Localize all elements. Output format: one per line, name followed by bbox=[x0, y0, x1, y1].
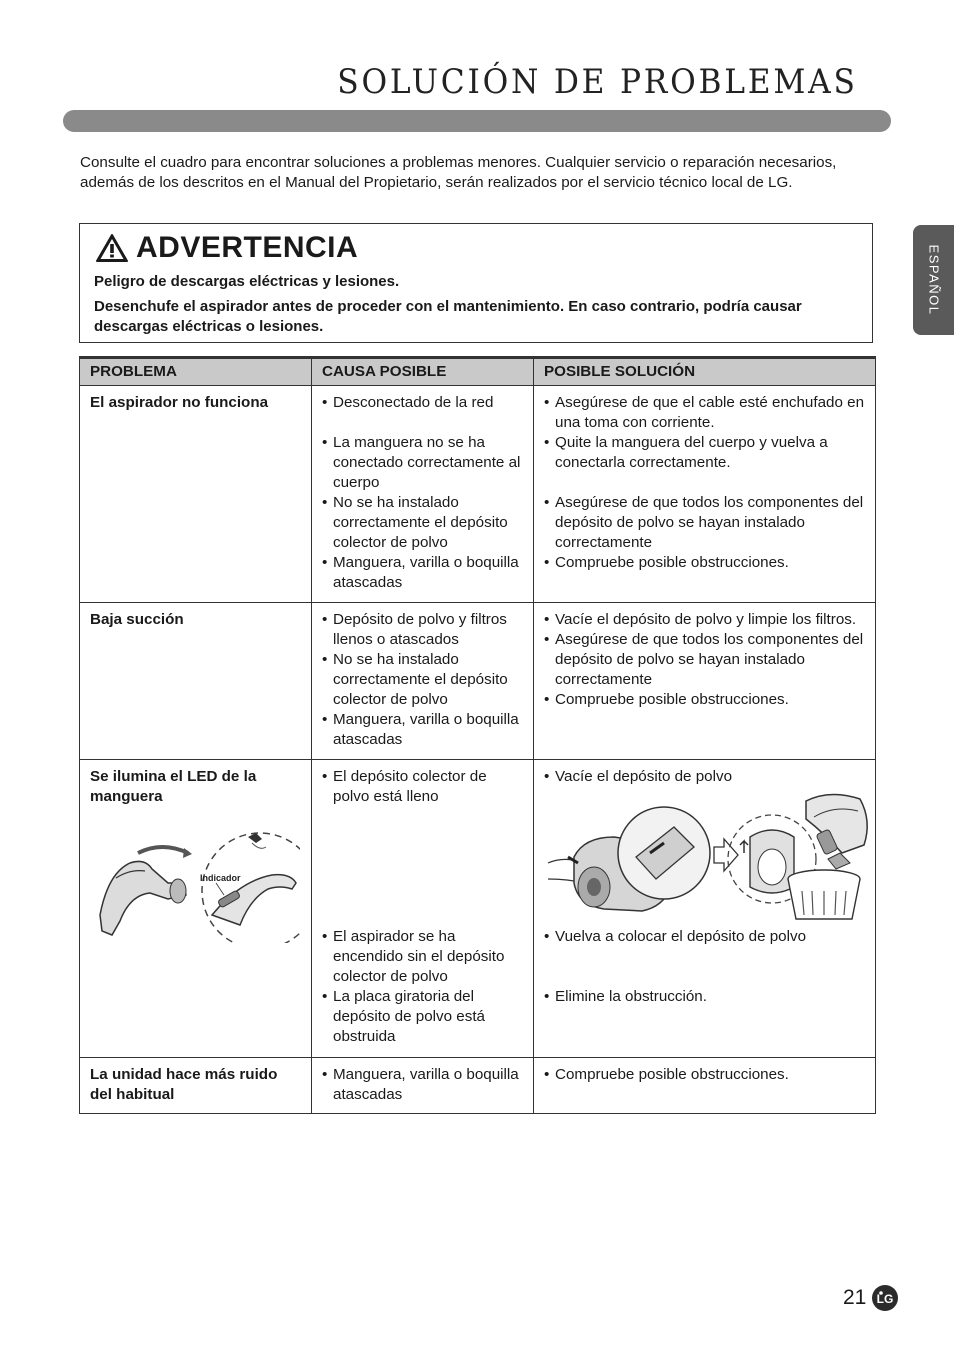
table-row bbox=[80, 603, 876, 760]
cause-cell bbox=[312, 1058, 534, 1114]
table-row bbox=[80, 1058, 876, 1114]
page-footer bbox=[843, 1284, 899, 1312]
solution-cell bbox=[534, 1058, 876, 1114]
solution-item: • Asegúrese de que el cable esté enchufado en una toma con corriente. bbox=[544, 393, 865, 433]
solution-item: • Vuelva a colocar el depósito de polvo bbox=[544, 927, 865, 947]
cause-item: • La manguera no se ha conectado correctamente al cuerpo bbox=[322, 433, 523, 493]
intro-text: Consulte el cuadro para encontrar soluciones a problemas menores. Cualquier servicio o reparación necesarios, además de los descritos en el Manual del Propietario, serán realizados por el servicio técnico local de LG. bbox=[80, 154, 837, 191]
indicator-label: Indicador bbox=[200, 873, 241, 883]
empty-dust-bin-illustration bbox=[544, 787, 865, 927]
warning-line: Desenchufe el aspirador antes de proceder con el mantenimiento. En caso contrario, podría causar descargas eléctricas o lesiones. bbox=[94, 298, 802, 335]
solution-item: • Compruebe posible obstrucciones. bbox=[544, 553, 865, 573]
problem-cell: Baja succión bbox=[80, 603, 312, 760]
warning-line: Peligro de descargas eléctricas y lesiones. bbox=[94, 273, 400, 290]
cause-item: • El depósito colector de polvo está lleno bbox=[322, 767, 523, 807]
problem-cell: El aspirador no funciona bbox=[80, 386, 312, 603]
table-row bbox=[80, 386, 876, 603]
solution-item: • Quite la manguera del cuerpo y vuelva a conectarla correctamente. bbox=[544, 433, 865, 473]
cause-cell bbox=[312, 603, 534, 760]
cause-item: • Manguera, varilla o boquilla atascadas bbox=[322, 553, 523, 593]
warning-title: ADVERTENCIA bbox=[136, 231, 359, 264]
cause-cell bbox=[312, 760, 534, 1058]
cause-item: • El aspirador se ha encendido sin el depósito colector de polvo bbox=[322, 927, 523, 987]
cause-item: • Desconectado de la red bbox=[322, 393, 523, 413]
title-bar bbox=[63, 110, 891, 132]
table-row bbox=[80, 760, 876, 1058]
language-tab-label: ESPAÑOL bbox=[926, 244, 941, 316]
page-number: 21 bbox=[843, 1286, 867, 1309]
solution-cell bbox=[534, 386, 876, 603]
header-problem: PROBLEMA bbox=[80, 358, 312, 386]
warning-text bbox=[94, 272, 854, 342]
problem-cell: La unidad hace más ruido del habitual bbox=[80, 1058, 312, 1114]
solution-item: • Vacíe el depósito de polvo bbox=[544, 767, 865, 787]
warning-header bbox=[95, 231, 358, 265]
solution-item: • Asegúrese de que todos los componentes del depósito de polvo se hayan instalado correctamente bbox=[544, 630, 865, 690]
cause-item: • No se ha instalado correctamente el depósito colector de polvo bbox=[322, 650, 523, 710]
hose-handle-image bbox=[90, 823, 300, 943]
solution-item: • Elimine la obstrucción. bbox=[544, 987, 865, 1007]
language-tab bbox=[913, 225, 954, 335]
solution-cell bbox=[534, 603, 876, 760]
page-title: SOLUCIÓN DE PROBLEMAS bbox=[337, 62, 858, 102]
header-cause: CAUSA POSIBLE bbox=[312, 358, 534, 386]
warning-box bbox=[79, 223, 873, 343]
cause-item: • La placa giratoria del depósito de polvo está obstruida bbox=[322, 987, 523, 1047]
cause-cell bbox=[312, 386, 534, 603]
dust-bin-image bbox=[544, 787, 874, 925]
problem-cell bbox=[80, 760, 312, 1058]
warning-triangle-icon bbox=[95, 233, 129, 263]
solution-item: • Compruebe posible obstrucciones. bbox=[544, 690, 865, 710]
header-solution: POSIBLE SOLUCIÓN bbox=[534, 358, 876, 386]
lg-logo-icon bbox=[871, 1284, 899, 1312]
lg-logo-text: LG bbox=[877, 1292, 894, 1306]
cause-item: • Depósito de polvo y filtros llenos o atascados bbox=[322, 610, 523, 650]
table-header-row bbox=[80, 358, 876, 386]
cause-item: • No se ha instalado correctamente el depósito colector de polvo bbox=[322, 493, 523, 553]
troubleshooting-table bbox=[79, 356, 876, 1114]
solution-cell bbox=[534, 760, 876, 1058]
solution-item: • Vacíe el depósito de polvo y limpie los filtros. bbox=[544, 610, 865, 630]
solution-item: • Compruebe posible obstrucciones. bbox=[544, 1065, 865, 1085]
hose-led-illustration bbox=[90, 823, 301, 949]
solution-item: • Asegúrese de que todos los componentes del depósito de polvo se hayan instalado correctamente bbox=[544, 493, 865, 553]
cause-item: • Manguera, varilla o boquilla atascadas bbox=[322, 1065, 523, 1105]
problem-text: Se ilumina el LED de la manguera bbox=[90, 768, 257, 805]
cause-item: • Manguera, varilla o boquilla atascadas bbox=[322, 710, 523, 750]
